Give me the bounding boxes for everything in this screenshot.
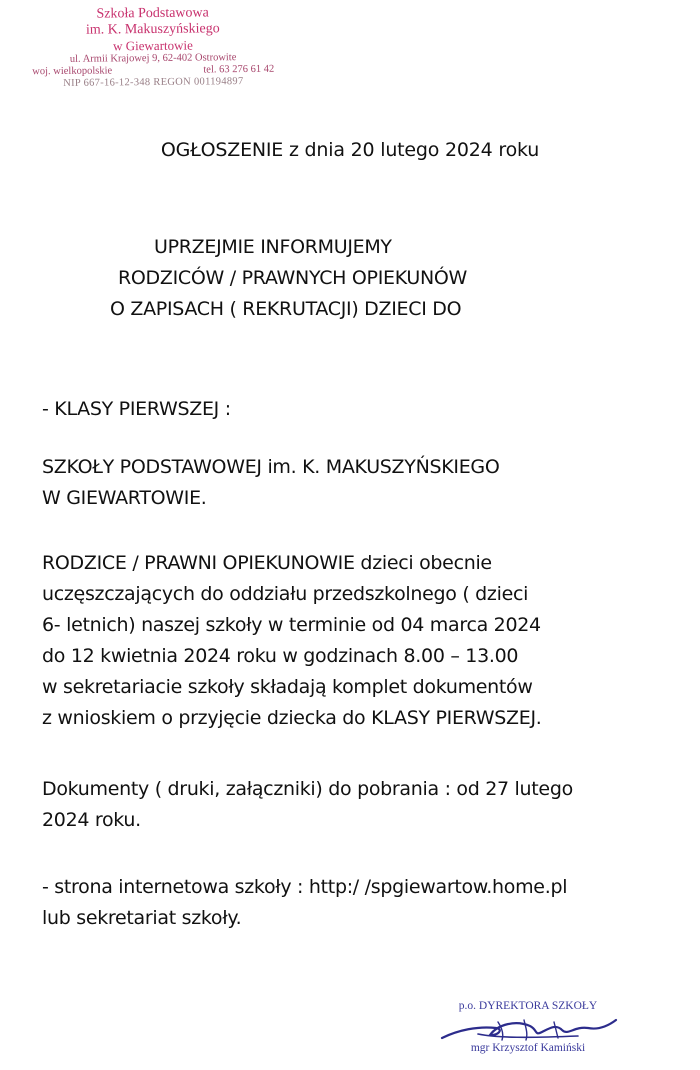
stamp-school-name: Szkoła Podstawowa	[96, 5, 209, 22]
signature-role: p.o. DYREKTORA SZKOŁY	[458, 1000, 598, 1012]
info-line-2: RODZICÓW / PRAWNYCH OPIEKUNÓW	[118, 267, 468, 289]
school-name-line-2: W GIEWARTOWIE.	[42, 487, 207, 509]
stamp-ids: NIP 667-16-12-348 REGON 001194897	[63, 76, 244, 89]
school-stamp	[28, 5, 279, 91]
paragraph-line: 2024 roku.	[42, 809, 141, 831]
paragraph-line: z wnioskiem o przyjęcie dziecka do KLASY PIERWSZEJ.	[42, 707, 542, 729]
signature-name: mgr Krzysztof Kamiński	[470, 1042, 586, 1054]
school-name-line-1: SZKOŁY PODSTAWOWEJ im. K. MAKUSZYŃSKIEGO	[42, 456, 500, 478]
paragraph-line: RODZICE / PRAWNI OPIEKUNOWIE dzieci obecnie	[42, 552, 492, 574]
paragraph-line: Dokumenty ( druki, załączniki) do pobrania : od 27 lutego	[42, 778, 573, 800]
stamp-patron: im. K. Makuszyńskiego	[85, 21, 220, 38]
signature-block	[438, 1000, 618, 1060]
documents-paragraph	[42, 774, 573, 836]
stamp-address: ul. Armii Krajowej 9, 62-402 Ostrowite	[69, 52, 237, 65]
info-line-1: UPRZEJMIE INFORMUJEMY	[154, 236, 392, 258]
announcement-title: OGŁOSZENIE z dnia 20 lutego 2024 roku	[160, 139, 540, 161]
stamp-region: woj. wielkopolskie	[32, 65, 113, 78]
info-line-3: O ZAPISACH ( REKRUTACJI) DZIECI DO	[110, 298, 462, 320]
paragraph-line: 6- letnich) naszej szkoły w terminie od 04 marca 2024	[42, 614, 541, 636]
paragraph-line: do 12 kwietnia 2024 roku w godzinach 8.00 – 13.00	[42, 645, 519, 667]
info-heading	[110, 232, 467, 325]
klasy-heading: - KLASY PIERWSZEJ :	[42, 398, 231, 420]
paragraph-line: w sekretariacie szkoły składają komplet dokumentów	[42, 676, 533, 698]
website-line: - strona internetowa szkoły : http:/ /spgiewartow.home.pl	[42, 876, 568, 898]
stamp-phone: tel. 63 276 61 42	[203, 63, 275, 76]
stamp-location: w Giewartowie	[113, 37, 193, 54]
paragraph-line: lub sekretariat szkoły.	[42, 907, 242, 929]
paragraph-line: uczęszczających do oddziału przedszkolnego ( dzieci	[42, 583, 529, 605]
main-paragraph	[42, 548, 542, 734]
school-name-block	[42, 452, 500, 514]
website-paragraph	[42, 872, 567, 934]
